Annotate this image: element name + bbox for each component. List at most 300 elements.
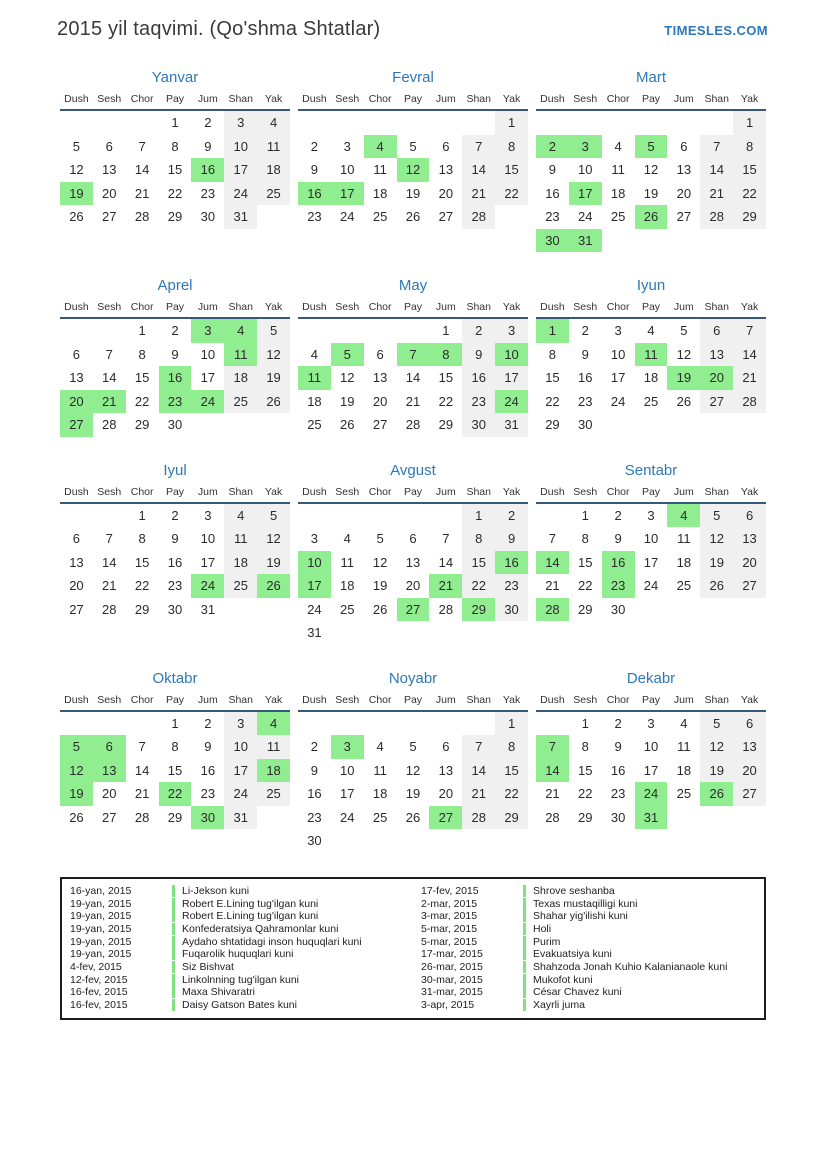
day-cell: 6 bbox=[409, 531, 417, 546]
empty-cell bbox=[93, 712, 126, 736]
day-cell: 20 bbox=[733, 551, 766, 575]
day-cell: 4 bbox=[257, 111, 290, 135]
empty-cell bbox=[331, 111, 364, 135]
day-cell: 22 bbox=[578, 578, 593, 593]
day-cell: 1 bbox=[171, 115, 179, 130]
day-cell: 19 bbox=[700, 551, 733, 575]
day-cell: 28 bbox=[102, 417, 117, 432]
weekday-label: Dush bbox=[302, 693, 327, 706]
day-cell: 24 bbox=[340, 809, 355, 825]
day-cell: 28 bbox=[134, 809, 150, 825]
day-cell: 28 bbox=[545, 809, 560, 825]
weekday-label: Yak bbox=[502, 693, 521, 706]
weekday-label: Yak bbox=[740, 485, 759, 498]
day-cell: 1 bbox=[581, 715, 589, 731]
holiday-entry bbox=[413, 999, 764, 1012]
day-cell: 13 bbox=[69, 370, 84, 385]
day-cell: 22 bbox=[134, 393, 150, 409]
day-cell: 31 bbox=[635, 806, 668, 830]
day-cell: 11 bbox=[257, 735, 290, 759]
day-cell: 22 bbox=[545, 393, 560, 409]
day-cell: 9 bbox=[581, 346, 589, 362]
day-cell: 28 bbox=[102, 601, 117, 617]
day-cell: 24 bbox=[340, 209, 355, 224]
weekday-label: Shan bbox=[704, 693, 729, 706]
day-cell: 27 bbox=[60, 413, 93, 437]
weekday-label: Pay bbox=[641, 693, 661, 706]
day-cell: 11 bbox=[677, 739, 691, 754]
weekday-label: Yak bbox=[740, 693, 759, 706]
day-cell: 31 bbox=[307, 625, 322, 640]
day-cell: 19 bbox=[667, 366, 700, 390]
day-cell: 27 bbox=[102, 209, 117, 224]
weekday-label: Chor bbox=[130, 301, 154, 313]
weekday-label: Pay bbox=[165, 485, 185, 498]
holiday-entry bbox=[62, 986, 413, 999]
holiday-list-right bbox=[413, 885, 764, 1012]
day-cell: 16 bbox=[159, 366, 192, 390]
month-days bbox=[298, 504, 528, 645]
month-title: Mart bbox=[636, 69, 666, 86]
month-title: Dekabr bbox=[626, 669, 676, 687]
holiday-name: Shahar yig'ilishi kuni bbox=[523, 910, 628, 922]
empty-cell bbox=[429, 111, 462, 135]
month-block bbox=[60, 69, 290, 229]
weekday-label: Chor bbox=[606, 301, 630, 313]
day-cell: 2 bbox=[614, 715, 622, 731]
holiday-date: 19-yan, 2015 bbox=[70, 897, 132, 910]
weekday-label: Sesh bbox=[335, 301, 360, 313]
holiday-name: Shrove seshanba bbox=[523, 885, 615, 897]
day-cell: 3 bbox=[569, 135, 602, 159]
day-cell: 17 bbox=[224, 759, 257, 783]
day-cell: 9 bbox=[548, 162, 557, 177]
day-cell: 5 bbox=[72, 138, 81, 154]
empty-cell bbox=[93, 504, 126, 528]
day-cell: 28 bbox=[700, 205, 733, 229]
day-cell: 6 bbox=[733, 504, 766, 528]
day-cell: 25 bbox=[307, 417, 322, 432]
weekday-label: Jum bbox=[673, 301, 694, 313]
month-block bbox=[60, 462, 290, 622]
day-cell: 21 bbox=[545, 786, 560, 801]
day-cell: 15 bbox=[733, 158, 766, 182]
weekday-label: Sesh bbox=[335, 93, 360, 105]
weekday-label: Pay bbox=[165, 93, 185, 105]
day-cell: 9 bbox=[171, 531, 179, 546]
weekday-label: Shan bbox=[704, 93, 729, 105]
day-cell: 1 bbox=[536, 319, 569, 343]
day-cell: 13 bbox=[700, 343, 733, 367]
holiday-list-box bbox=[60, 877, 766, 1021]
empty-cell bbox=[462, 111, 495, 135]
day-cell: 2 bbox=[171, 323, 179, 338]
day-cell: 16 bbox=[495, 551, 528, 575]
month-block bbox=[298, 462, 528, 645]
day-cell: 25 bbox=[676, 578, 692, 593]
day-cell: 11 bbox=[257, 135, 290, 159]
day-cell: 1 bbox=[442, 323, 450, 338]
month-block bbox=[536, 462, 766, 622]
day-cell: 10 bbox=[643, 531, 659, 546]
day-cell: 29 bbox=[167, 809, 183, 825]
day-cell: 7 bbox=[733, 319, 766, 343]
holiday-date: 12-fev, 2015 bbox=[70, 973, 128, 986]
page-title: 2015 yil taqvimi. (Qo'shma Shtatlar) bbox=[57, 18, 381, 40]
day-cell: 1 bbox=[495, 111, 528, 135]
empty-cell bbox=[536, 712, 569, 736]
day-cell: 13 bbox=[438, 162, 454, 177]
empty-cell bbox=[733, 229, 766, 253]
weekday-label: Pay bbox=[403, 93, 423, 105]
day-cell: 7 bbox=[105, 531, 113, 546]
day-cell: 5 bbox=[409, 739, 417, 754]
day-cell: 12 bbox=[700, 527, 733, 551]
day-cell: 22 bbox=[134, 578, 150, 593]
day-cell: 9 bbox=[204, 138, 212, 154]
day-cell: 27 bbox=[700, 390, 733, 414]
day-cell: 14 bbox=[462, 158, 495, 182]
holiday-date: 31-mar, 2015 bbox=[421, 986, 483, 999]
weekday-label: Yak bbox=[502, 93, 521, 105]
day-cell: 23 bbox=[159, 390, 192, 414]
day-cell: 1 bbox=[733, 111, 766, 135]
weekday-label: Sesh bbox=[573, 693, 598, 706]
day-cell: 29 bbox=[134, 601, 150, 617]
day-cell: 1 bbox=[462, 504, 495, 528]
day-cell: 24 bbox=[643, 578, 659, 593]
weekday-label: Sesh bbox=[573, 485, 598, 498]
day-cell: 30 bbox=[167, 601, 183, 617]
day-cell: 25 bbox=[643, 393, 659, 409]
empty-cell bbox=[733, 413, 766, 437]
day-cell: 20 bbox=[102, 185, 117, 201]
day-cell: 5 bbox=[331, 343, 364, 367]
day-cell: 29 bbox=[733, 205, 766, 229]
empty-cell bbox=[429, 712, 462, 736]
empty-cell bbox=[700, 413, 733, 437]
empty-cell bbox=[257, 205, 290, 229]
day-cell: 23 bbox=[545, 209, 560, 224]
holiday-date: 16-fev, 2015 bbox=[70, 999, 128, 1012]
day-cell: 12 bbox=[700, 735, 733, 759]
day-cell: 10 bbox=[610, 346, 626, 362]
month-block bbox=[536, 277, 766, 437]
month-days bbox=[60, 712, 290, 830]
empty-cell bbox=[60, 319, 93, 343]
empty-cell bbox=[331, 829, 364, 853]
weekday-label: Dush bbox=[302, 485, 327, 498]
day-cell: 15 bbox=[462, 551, 495, 575]
weekday-label: Pay bbox=[165, 693, 185, 706]
empty-cell bbox=[224, 413, 257, 437]
day-cell: 5 bbox=[680, 323, 688, 338]
empty-cell bbox=[536, 111, 569, 135]
day-cell: 26 bbox=[257, 390, 290, 414]
holiday-date: 16-yan, 2015 bbox=[70, 884, 132, 897]
day-cell: 6 bbox=[105, 138, 113, 154]
holiday-entry bbox=[413, 910, 764, 923]
weekday-row bbox=[298, 694, 528, 712]
day-cell: 2 bbox=[536, 135, 569, 159]
day-cell: 31 bbox=[224, 806, 257, 830]
empty-cell bbox=[364, 712, 397, 736]
day-cell: 5 bbox=[257, 319, 290, 343]
empty-cell bbox=[602, 413, 635, 437]
weekday-label: Pay bbox=[641, 485, 661, 498]
day-cell: 15 bbox=[134, 554, 150, 570]
day-cell: 3 bbox=[343, 138, 351, 154]
day-cell: 8 bbox=[733, 135, 766, 159]
empty-cell bbox=[429, 829, 462, 853]
day-cell: 4 bbox=[224, 319, 257, 343]
weekday-label: Dush bbox=[540, 301, 565, 313]
day-cell: 9 bbox=[204, 739, 212, 754]
day-cell: 5 bbox=[700, 504, 733, 528]
month-days bbox=[536, 504, 766, 622]
weekday-label: Dush bbox=[64, 93, 89, 105]
day-cell: 17 bbox=[643, 554, 659, 570]
day-cell: 16 bbox=[191, 158, 224, 182]
day-cell: 27 bbox=[372, 417, 388, 432]
day-cell: 4 bbox=[647, 323, 655, 338]
site-link[interactable]: TIMESLES.COM bbox=[664, 23, 768, 38]
weekday-row bbox=[60, 301, 290, 319]
month-title: Avgust bbox=[390, 461, 436, 479]
day-cell: 21 bbox=[733, 366, 766, 390]
day-cell: 7 bbox=[397, 343, 430, 367]
day-cell: 22 bbox=[578, 786, 593, 801]
day-cell: 25 bbox=[340, 601, 355, 617]
day-cell: 19 bbox=[60, 782, 93, 806]
day-cell: 31 bbox=[569, 229, 602, 253]
day-cell: 27 bbox=[676, 209, 692, 224]
day-cell: 12 bbox=[69, 162, 84, 177]
empty-cell bbox=[397, 829, 430, 853]
day-cell: 30 bbox=[167, 417, 183, 432]
day-cell: 8 bbox=[138, 531, 146, 546]
day-cell: 21 bbox=[545, 578, 560, 593]
day-cell: 27 bbox=[102, 809, 117, 825]
day-cell: 13 bbox=[438, 762, 454, 778]
day-cell: 21 bbox=[462, 182, 495, 206]
day-cell: 17 bbox=[200, 370, 216, 385]
empty-cell bbox=[635, 111, 668, 135]
day-cell: 13 bbox=[733, 527, 766, 551]
day-cell: 8 bbox=[429, 343, 462, 367]
holiday-name: Texas mustaqilligi kuni bbox=[523, 898, 637, 910]
day-cell: 9 bbox=[310, 162, 319, 177]
empty-cell bbox=[635, 413, 668, 437]
day-cell: 12 bbox=[340, 370, 355, 385]
holiday-date: 4-fev, 2015 bbox=[70, 960, 122, 973]
day-cell: 27 bbox=[733, 574, 766, 598]
day-cell: 30 bbox=[307, 833, 322, 848]
empty-cell bbox=[495, 205, 528, 229]
day-cell: 3 bbox=[310, 531, 319, 546]
empty-cell bbox=[667, 806, 700, 830]
day-cell: 25 bbox=[224, 390, 257, 414]
day-cell: 22 bbox=[733, 182, 766, 206]
month-title: Iyun bbox=[636, 277, 666, 294]
day-cell: 31 bbox=[200, 601, 216, 617]
day-cell: 11 bbox=[373, 762, 387, 778]
empty-cell bbox=[462, 829, 495, 853]
holiday-date: 19-yan, 2015 bbox=[70, 948, 132, 961]
day-cell: 3 bbox=[224, 111, 257, 135]
weekday-row bbox=[60, 93, 290, 111]
day-cell: 28 bbox=[405, 417, 421, 432]
day-cell: 9 bbox=[614, 739, 622, 754]
holiday-date: 5-mar, 2015 bbox=[421, 935, 478, 948]
day-cell: 21 bbox=[405, 393, 421, 409]
day-cell: 12 bbox=[257, 527, 290, 551]
weekday-label: Chor bbox=[368, 693, 392, 706]
weekday-label: Dush bbox=[64, 485, 89, 498]
weekday-label: Sesh bbox=[97, 301, 122, 313]
day-cell: 14 bbox=[536, 551, 569, 575]
day-cell: 6 bbox=[442, 138, 450, 154]
day-cell: 8 bbox=[495, 735, 528, 759]
day-cell: 13 bbox=[405, 554, 421, 570]
day-cell: 26 bbox=[69, 209, 84, 224]
empty-cell bbox=[257, 806, 290, 830]
day-cell: 14 bbox=[102, 554, 117, 570]
holiday-name: Robert E.Lining tug'ilgan kuni bbox=[172, 910, 318, 922]
empty-cell bbox=[700, 111, 733, 135]
weekday-label: Shan bbox=[466, 301, 491, 313]
day-cell: 15 bbox=[438, 370, 454, 385]
month-block bbox=[60, 670, 290, 830]
day-cell: 18 bbox=[372, 185, 388, 201]
holiday-name: Aydaho shtatidagi inson huquqlari kuni bbox=[172, 936, 362, 948]
day-cell: 17 bbox=[340, 786, 355, 801]
day-cell: 16 bbox=[602, 551, 635, 575]
empty-cell bbox=[298, 111, 331, 135]
weekday-label: Chor bbox=[130, 693, 154, 706]
day-cell: 1 bbox=[171, 715, 179, 731]
day-cell: 10 bbox=[224, 735, 257, 759]
day-cell: 28 bbox=[536, 598, 569, 622]
day-cell: 18 bbox=[372, 786, 388, 801]
day-cell: 24 bbox=[578, 209, 593, 224]
month-block bbox=[536, 670, 766, 830]
day-cell: 17 bbox=[298, 574, 331, 598]
day-cell: 2 bbox=[614, 507, 622, 523]
month-days bbox=[536, 712, 766, 830]
weekday-label: Chor bbox=[368, 301, 392, 313]
day-cell: 2 bbox=[204, 715, 212, 731]
day-cell: 4 bbox=[310, 346, 319, 362]
day-cell: 10 bbox=[340, 762, 355, 778]
day-cell: 30 bbox=[462, 413, 495, 437]
day-cell: 24 bbox=[224, 782, 257, 806]
day-cell: 31 bbox=[224, 205, 257, 229]
day-cell: 1 bbox=[581, 507, 589, 523]
day-cell: 23 bbox=[167, 578, 183, 593]
day-cell: 11 bbox=[373, 162, 387, 177]
weekday-label: Sesh bbox=[97, 93, 122, 105]
weekday-label: Jum bbox=[673, 485, 694, 498]
day-cell: 24 bbox=[307, 601, 322, 617]
day-cell: 24 bbox=[635, 782, 668, 806]
day-cell: 19 bbox=[643, 185, 659, 201]
empty-cell bbox=[667, 598, 700, 622]
day-cell: 13 bbox=[676, 162, 692, 177]
empty-cell bbox=[462, 712, 495, 736]
day-cell: 28 bbox=[134, 209, 150, 224]
holiday-name: Konfederatsiya Qahramonlar kuni bbox=[172, 923, 338, 935]
day-cell: 22 bbox=[438, 393, 454, 409]
day-cell: 2 bbox=[171, 507, 179, 523]
day-cell: 30 bbox=[536, 229, 569, 253]
day-cell: 8 bbox=[548, 346, 557, 362]
weekday-label: Jum bbox=[435, 485, 456, 498]
weekday-label: Sesh bbox=[335, 693, 360, 706]
day-cell: 8 bbox=[462, 527, 495, 551]
day-cell: 30 bbox=[191, 806, 224, 830]
holiday-name: Li-Jekson kuni bbox=[172, 885, 249, 897]
weekday-label: Jum bbox=[673, 93, 694, 105]
weekday-label: Jum bbox=[435, 693, 456, 706]
day-cell: 8 bbox=[171, 739, 179, 754]
day-cell: 16 bbox=[307, 786, 322, 801]
empty-cell bbox=[569, 111, 602, 135]
empty-cell bbox=[331, 712, 364, 736]
day-cell: 7 bbox=[442, 531, 450, 546]
weekday-label: Jum bbox=[197, 485, 218, 498]
day-cell: 5 bbox=[409, 138, 417, 154]
day-cell: 19 bbox=[700, 759, 733, 783]
day-cell: 9 bbox=[495, 527, 528, 551]
holiday-entry bbox=[62, 885, 413, 898]
day-cell: 7 bbox=[700, 135, 733, 159]
empty-cell bbox=[602, 111, 635, 135]
day-cell: 17 bbox=[495, 366, 528, 390]
weekday-label: Yak bbox=[264, 301, 283, 313]
weekday-label: Pay bbox=[641, 93, 661, 105]
weekday-label: Sesh bbox=[335, 485, 360, 498]
empty-cell bbox=[602, 229, 635, 253]
weekday-label: Jum bbox=[435, 301, 456, 313]
weekday-label: Dush bbox=[540, 93, 565, 105]
header bbox=[0, 0, 827, 41]
weekday-label: Chor bbox=[130, 93, 154, 105]
day-cell: 17 bbox=[331, 182, 364, 206]
holiday-entry bbox=[62, 948, 413, 961]
holiday-name: Fuqarolik huquqlari kuni bbox=[172, 948, 293, 960]
day-cell: 11 bbox=[340, 554, 355, 570]
day-cell: 29 bbox=[462, 598, 495, 622]
day-cell: 3 bbox=[647, 715, 655, 731]
weekday-label: Dush bbox=[302, 301, 327, 313]
day-cell: 23 bbox=[200, 786, 216, 801]
empty-cell bbox=[364, 829, 397, 853]
day-cell: 30 bbox=[610, 809, 626, 825]
weekday-label: Chor bbox=[368, 485, 392, 498]
day-cell: 23 bbox=[610, 786, 626, 801]
day-cell: 13 bbox=[733, 735, 766, 759]
day-cell: 16 bbox=[462, 366, 495, 390]
day-cell: 14 bbox=[102, 370, 117, 385]
day-cell: 18 bbox=[643, 370, 659, 385]
empty-cell bbox=[298, 319, 331, 343]
day-cell: 20 bbox=[372, 393, 388, 409]
holiday-date: 3-apr, 2015 bbox=[421, 999, 475, 1012]
day-cell: 7 bbox=[462, 735, 495, 759]
day-cell: 7 bbox=[138, 138, 146, 154]
empty-cell bbox=[126, 712, 159, 736]
